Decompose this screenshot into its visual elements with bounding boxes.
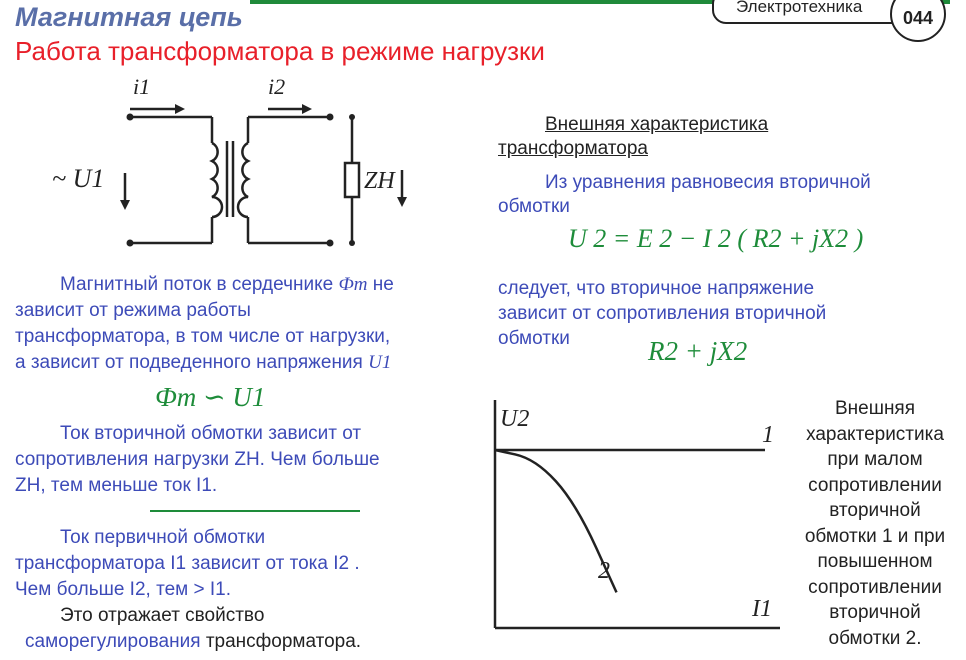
primary-current-line3: Чем больше I2, тем > I1. [15,579,231,600]
series-1-label: 1 [762,422,774,448]
flux-paragraph-line2: зависит от режима работы [15,300,251,321]
caption-line-7: сопротивлении [808,576,942,598]
follows-line1: следует, что вторичное напряжение [498,278,815,299]
series-2-label: 2 [598,558,610,584]
follows-line3: обмотки [498,328,570,349]
page-title: Работа трансформатора в режиме нагрузки [15,36,545,66]
current-i2-label: i2 [268,74,286,99]
x-axis-label: I1 [752,596,772,622]
flux-u1-symbol: U1 [368,352,392,373]
self-regulation-term: саморегулирования [25,631,201,652]
caption-line-8: вторичной [829,602,921,623]
flux-paragraph-line3: трансформатора, в том числе от нагрузки, [15,326,391,347]
caption-line-4: вторичной [829,500,921,521]
flux-paragraph-line1 [60,272,394,297]
chart-caption [790,396,960,651]
external-characteristic-heading: Внешняя характеристика [545,114,769,135]
secondary-current-line1: Ток вторичной обмотки зависит от [60,423,362,444]
divider [150,510,360,512]
flux-paragraph-line4 [15,350,391,375]
follows-line2: зависит от сопротивления вторичной [498,303,827,324]
flux-proportional-formula: Фm ∽ U1 [155,382,266,412]
equation-intro-line1: Из уравнения равновесия вторичной [545,172,871,193]
flux-text-not: не [372,274,394,295]
load-impedance-label: ZH [364,168,395,194]
caption-line-1: характеристика [806,423,944,445]
self-regulation-line1: Это отражает свойство [60,605,265,626]
page-number: 044 [890,0,946,42]
equation-intro-line2: обмотки [498,196,570,217]
secondary-impedance-formula: R2 + jX2 [648,336,748,366]
secondary-voltage-equation: U 2 = E 2 − I 2 ( R2 + jX2 ) [568,224,864,253]
y-axis-label: U2 [500,406,530,432]
subject-title: Магнитная цепь [15,2,243,32]
flux-text-voltage: а зависит от подведенного напряжения [15,352,363,373]
caption-line-5: обмотки 1 и при [804,525,946,547]
external-characteristic-heading-2: трансформатора [498,138,648,159]
caption-line-2: при малом [827,449,923,470]
caption-line-3: сопротивлении [808,474,942,496]
external-characteristic-chart [470,400,790,640]
self-regulation-end: трансформатора. [205,631,362,652]
primary-current-line2: трансформатора I1 зависит от тока I2 . [15,553,360,574]
caption-line-0: Внешняя [834,398,916,419]
voltage-u1-label: ~ U1 [52,164,105,193]
primary-current-line1: Ток первичной обмотки [60,527,266,548]
caption-line-6: повышенном [817,551,933,572]
course-badge: Электротехника [712,0,908,24]
self-regulation-line2 [25,629,361,654]
flux-text: Магнитный поток в сердечнике [60,274,334,295]
caption-line-9: обмотки 2. [828,627,922,649]
secondary-current-line2: сопротивления нагрузки ZH. Чем больше [15,449,380,470]
current-i1-label: i1 [133,74,151,99]
flux-symbol: Фm [338,274,368,295]
secondary-current-line3: ZH, тем меньше ток I1. [15,475,218,496]
